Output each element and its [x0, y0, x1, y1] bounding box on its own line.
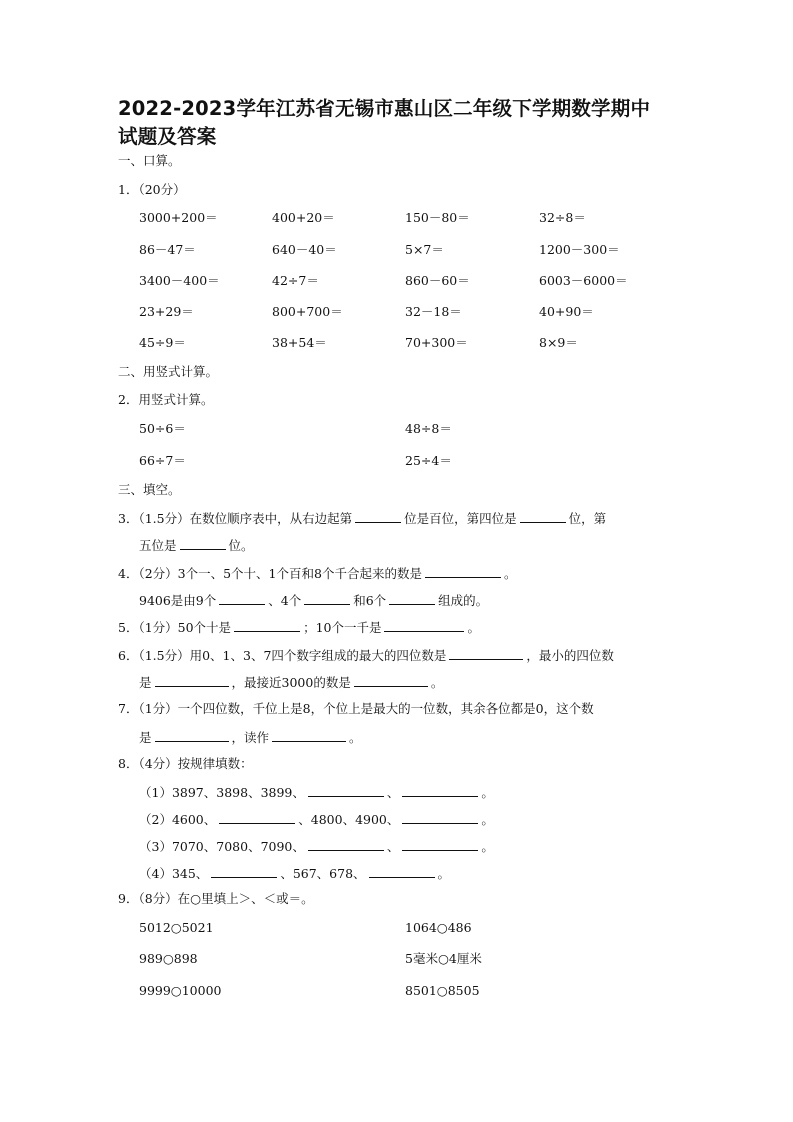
q1-r4-c4: 40+90＝: [539, 304, 594, 319]
q8-1-end: 。: [481, 785, 494, 800]
question-5-line-1: [118, 617, 480, 637]
q7-text-b: 是: [139, 730, 152, 745]
q8-3-text: （3）7070、7080、7090、: [139, 839, 305, 854]
question-8-label: 8．（4分）按规律填数：: [118, 756, 253, 771]
q3-blank-2[interactable]: [520, 508, 566, 523]
document-title: [118, 95, 688, 151]
q4-blank-3[interactable]: [304, 590, 350, 605]
q1-r3-c4: 6003－6000＝: [539, 273, 628, 288]
q8-4-blank-1[interactable]: [211, 863, 277, 878]
q9-r2-c1: 989○898: [139, 951, 198, 966]
q5-text-a: 5．（1分）50个十是: [118, 620, 232, 635]
q1-r2-c3: 5×7＝: [405, 242, 444, 257]
q6-text-e: 。: [430, 675, 444, 690]
q1-r3-c1: 3400－400＝: [139, 273, 220, 288]
question-7-line-1: 7．（1分）一个四位数，千位上是8，个位上是最大的一位数，其余各位都是0，这个数: [118, 701, 594, 716]
q2-r2-c2: 25÷4＝: [405, 453, 452, 468]
q8-2-blank-1[interactable]: [219, 809, 295, 824]
q6-blank-3[interactable]: [354, 672, 428, 687]
q1-r3-c3: 860－60＝: [405, 273, 470, 288]
question-6-line-2: [139, 672, 443, 692]
question-6-line-1: [118, 645, 614, 665]
q3-text-b: 位是百位，第四位是: [404, 511, 517, 526]
q8-2-text-b: 、4800、4900、: [298, 812, 400, 827]
q1-r5-c1: 45÷9＝: [139, 335, 186, 350]
question-8-item-4: [139, 863, 450, 883]
q1-r2-c4: 1200－300＝: [539, 242, 620, 257]
q7-blank-1[interactable]: [155, 727, 229, 742]
title-line-2: 试题及答案: [118, 125, 217, 148]
q1-r4-c3: 32－18＝: [405, 304, 462, 319]
q6-blank-1[interactable]: [449, 645, 523, 660]
question-8-item-3: [139, 836, 494, 856]
q1-r2-c1: 86－47＝: [139, 242, 196, 257]
q1-r2-c2: 640－40＝: [272, 242, 337, 257]
q8-2-end: 。: [481, 812, 494, 827]
q8-3-blank-1[interactable]: [308, 836, 384, 851]
q8-1-sep: 、: [386, 785, 400, 800]
question-3-line-2: [139, 535, 254, 555]
question-1-label: 1．（20分）: [118, 182, 186, 197]
q5-text-b: ；10个一千是: [303, 620, 382, 635]
q9-r1-c1: 5012○5021: [139, 920, 214, 935]
q1-r1-c1: 3000+200＝: [139, 210, 218, 225]
q3-text-e: 位。: [228, 538, 254, 553]
q6-text-a: 6．（1.5分）用0、1、3、7四个数字组成的最大的四位数是: [118, 648, 447, 663]
title-line-1: 2022-2023学年江苏省无锡市惠山区二年级下学期数学期中: [118, 97, 651, 120]
section-2-heading: 二、用竖式计算。: [118, 364, 219, 379]
q4-text-f: 组成的。: [438, 593, 489, 608]
q6-text-d: ，最接近3000的数是: [231, 675, 351, 690]
question-7-line-2: [139, 727, 362, 747]
q8-1-blank-1[interactable]: [308, 782, 384, 797]
q1-r1-c2: 400+20＝: [272, 210, 335, 225]
q4-blank-2[interactable]: [219, 590, 265, 605]
q7-text-d: 。: [349, 730, 362, 745]
q1-r1-c3: 150－80＝: [405, 210, 470, 225]
q1-r4-c2: 800+700＝: [272, 304, 343, 319]
q1-r3-c2: 42÷7＝: [272, 273, 319, 288]
q4-text-d: 、4个: [268, 593, 302, 608]
q3-text-c: 位，第: [568, 511, 607, 526]
q4-blank-4[interactable]: [389, 590, 435, 605]
q1-r5-c4: 8×9＝: [539, 335, 578, 350]
q2-r1-c1: 50÷6＝: [139, 421, 186, 436]
q1-r5-c2: 38+54＝: [272, 335, 327, 350]
q7-text-c: ，读作: [231, 730, 270, 745]
q3-text-a: 3．（1.5分）在数位顺序表中，从右边起第: [118, 511, 353, 526]
q8-4-blank-2[interactable]: [369, 863, 435, 878]
q2-r2-c1: 66÷7＝: [139, 453, 186, 468]
q1-r1-c4: 32÷8＝: [539, 210, 586, 225]
q6-text-c: 是: [139, 675, 152, 690]
question-9-label: 9．（8分）在○里填上＞、＜或＝。: [118, 891, 314, 906]
q1-r4-c1: 23+29＝: [139, 304, 194, 319]
q9-r1-c2: 1064○486: [405, 920, 472, 935]
q9-r3-c2: 8501○8505: [405, 983, 480, 998]
q8-4-text: （4）345、: [139, 866, 209, 881]
q8-3-end: 。: [481, 839, 494, 854]
q5-text-c: 。: [467, 620, 480, 635]
q3-blank-1[interactable]: [355, 508, 401, 523]
q5-blank-1[interactable]: [234, 617, 300, 632]
q6-blank-2[interactable]: [155, 672, 229, 687]
q5-blank-2[interactable]: [384, 617, 464, 632]
question-4-line-1: [118, 563, 516, 583]
question-3-line-1: [118, 508, 606, 528]
q8-3-sep: 、: [386, 839, 400, 854]
q4-text-b: 。: [503, 566, 517, 581]
q4-blank-1[interactable]: [425, 563, 501, 578]
q1-r5-c3: 70+300＝: [405, 335, 468, 350]
q8-4-end: 。: [437, 866, 451, 881]
q8-2-text: （2）4600、: [139, 812, 217, 827]
q4-text-c: 9406是由9个: [139, 593, 217, 608]
q8-2-blank-2[interactable]: [402, 809, 478, 824]
section-3-heading: 三、填空。: [118, 482, 181, 497]
q8-1-blank-2[interactable]: [402, 782, 478, 797]
q7-blank-2[interactable]: [272, 727, 346, 742]
q3-blank-3[interactable]: [180, 535, 226, 550]
q4-text-e: 和6个: [353, 593, 387, 608]
q2-r1-c2: 48÷8＝: [405, 421, 452, 436]
question-4-line-2: [139, 590, 488, 610]
q8-1-text: （1）3897、3898、3899、: [139, 785, 305, 800]
q4-text-a: 4．（2分）3个一、5个十、1个百和8个千合起来的数是: [118, 566, 422, 581]
q9-r3-c1: 9999○10000: [139, 983, 222, 998]
q8-3-blank-2[interactable]: [402, 836, 478, 851]
q6-text-b: ，最小的四位数: [526, 648, 614, 663]
q8-4-text-b: 、567、678、: [280, 866, 366, 881]
question-8-item-1: [139, 782, 494, 802]
section-1-heading: 一、口算。: [118, 153, 181, 168]
question-2-label: 2．用竖式计算。: [118, 392, 214, 407]
q3-text-d: 五位是: [139, 538, 177, 553]
question-8-item-2: [139, 809, 494, 829]
q9-r2-c2: 5毫米○4厘米: [405, 951, 482, 966]
